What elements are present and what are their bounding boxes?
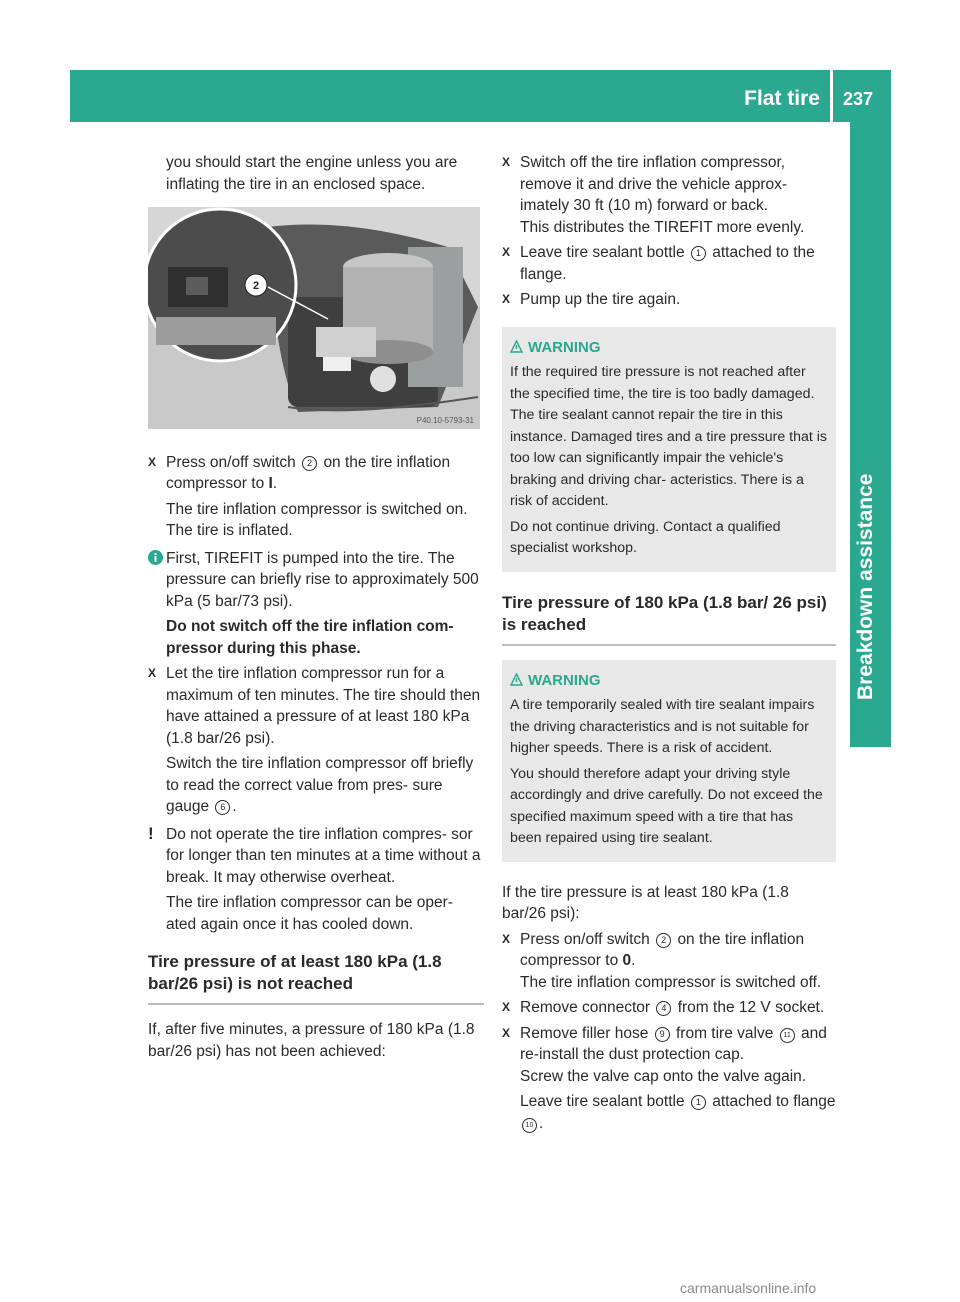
page-number: 237 — [843, 89, 874, 109]
right-column — [502, 152, 836, 1134]
intro-text: you should start the engine unless you are inflating the tire in an enclosed space. — [166, 154, 458, 193]
step-arrow-icon: X — [502, 292, 511, 306]
photo-callout-2: 2 — [252, 280, 260, 292]
info-note: First, TIREFIT is pumped into the tire. The pressure can briefly rise to approximately 500 kPa (5 bar/73 psi). Do not switch off the tire inflation com- pressor during this phase. — [148, 548, 484, 660]
step-switch-off: X Switch off the tire inflation compressor, remove it and drive the vehicle approx- imately 30 ft (10 m) forward or back. This distributes the TIREFIT more evenly. — [502, 154, 805, 236]
watermark: carmanualsonline.info — [680, 1280, 817, 1296]
marker-4: 4 — [656, 1001, 671, 1016]
side-tab-label — [846, 652, 876, 700]
heading-rule — [502, 644, 836, 646]
marker-11: 11 — [780, 1028, 795, 1043]
step-remove-connector: X Remove connector 4 from the 12 V socket. — [502, 997, 836, 1019]
step-pump-again: X Pump up the tire again. — [502, 289, 836, 311]
marker-10: 10 — [522, 1118, 537, 1133]
left-column — [148, 152, 484, 1062]
step-leave-bottle: X Leave tire sealant bottle 1 attached to the flange. — [502, 244, 815, 283]
warning-triangle-icon — [510, 673, 523, 686]
step-arrow-icon: X — [502, 1000, 511, 1014]
step-arrow-icon: X — [148, 454, 157, 469]
warning-box-2: WARNING A tire temporarily sealed with tire sealant impairs the driving characteristics and is not suitable for higher speeds. There is a risk of accident. You should therefore adapt your driving style accordingly and drive carefully. Do not exceed the specified maximum speed with a tire that has been repaired using tire sealant. — [502, 660, 836, 862]
marker-2: 2 — [302, 456, 317, 471]
heading-rule — [148, 1003, 484, 1005]
marker-6: 6 — [215, 800, 230, 815]
heading-not-reached: Tire pressure of at least 180 kPa (1.8 bar/26 psi) is not reached — [148, 952, 442, 993]
warning-triangle-icon — [510, 340, 523, 353]
step-arrow-icon: X — [502, 245, 511, 259]
marker-2: 2 — [656, 933, 671, 948]
step-run-compressor: X Let the tire inflation compressor run for a maximum of ten minutes. The tire should then have attained a pressure of at least 180 kPa (1.8 bar/26 psi). Switch the tire inflation compressor off briefly to read the correct value from pres- sure gauge 6 . — [148, 665, 481, 815]
step-remove-hose: X Remove filler hose 9 from tire valve 11 and re-install the dust protection cap. Screw the valve cap onto the valve again. Leave tire sealant bottle 1 attached to flange 10 . — [502, 1024, 836, 1132]
section-title: Flat tire — [744, 87, 820, 110]
step-arrow-icon: X — [502, 1025, 511, 1040]
step-arrow-icon: X — [502, 931, 511, 946]
info-icon — [148, 550, 163, 565]
compressor-photo — [148, 207, 480, 429]
warning-box-1: WARNING If the required tire pressure is not reached after the specified time, the tire is too badly damaged. The tire sealant cannot repair the tire in this instance. Damaged tires and a tire pressure that is too low can significantly impair the vehicle's braking and driving char- acteristics. There is a risk of accident. Do not continue driving. Contact a qualified specialist workshop. — [502, 327, 836, 572]
photo-code: P40.10-5793-31 — [416, 416, 474, 425]
caution-note: ! Do not operate the tire inflation compres- sor for longer than ten minutes at a time without a break. It may otherwise overheat. The tire inflation compressor can be oper- ated again once it has cooled down. — [148, 823, 481, 933]
heading-reached: Tire pressure of 180 kPa (1.8 bar/ 26 psi) is reached — [502, 592, 827, 634]
after-heading-text: If the tire pressure is at least 180 kPa (1.8 bar/26 psi): — [502, 883, 789, 922]
after-heading-text: If, after five minutes, a pressure of 180 kPa (1.8 bar/26 psi) has not been achieved: — [148, 1021, 475, 1060]
step-arrow-icon: X — [148, 666, 157, 680]
marker-9: 9 — [655, 1027, 670, 1042]
step-switch-to-0: X Press on/off switch 2 on the tire inflation compressor to 0. The tire inflation compressor is switched off. — [502, 930, 822, 991]
step-press-switch: X Press on/off switch 2 on the tire inflation compressor to I. The tire inflation compressor is switched on. The tire is inflated. — [148, 453, 468, 539]
marker-1: 1 — [691, 246, 706, 261]
step-arrow-icon: X — [502, 155, 511, 169]
exclamation-icon: ! — [148, 823, 154, 843]
header-separator — [830, 70, 833, 122]
marker-1: 1 — [691, 1095, 706, 1110]
